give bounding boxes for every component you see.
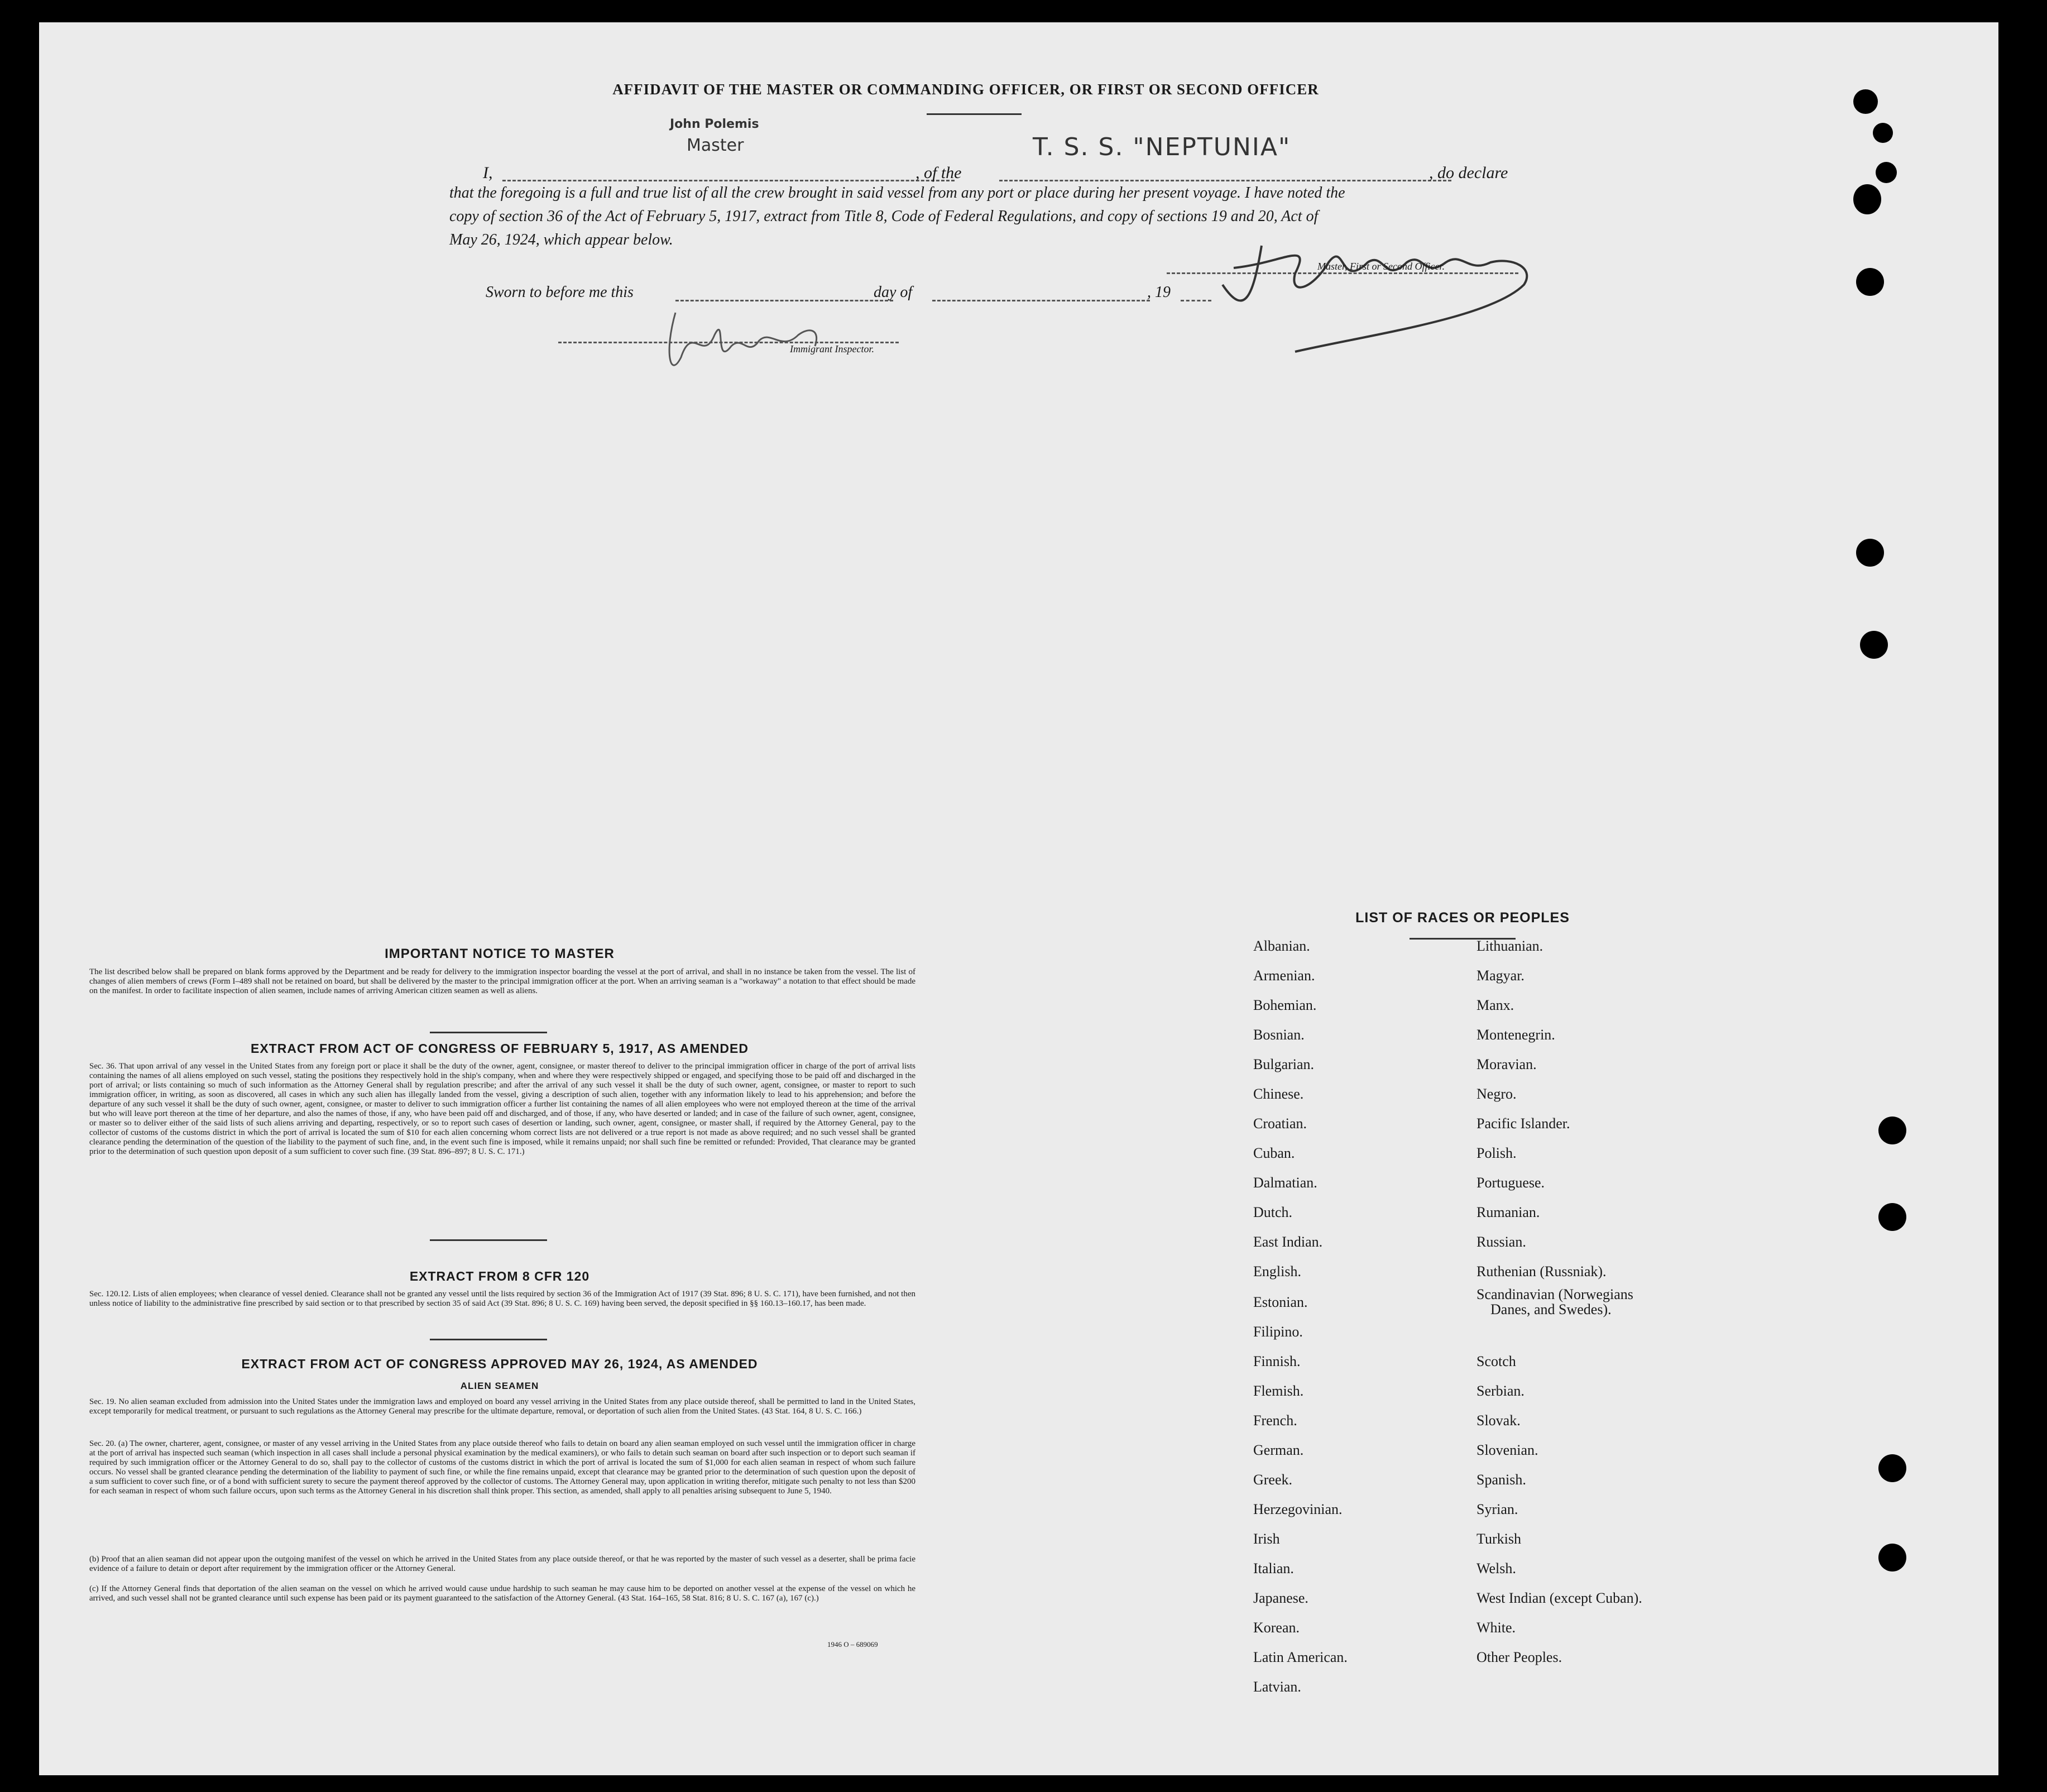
race-item: Danes, and Swedes). [1490, 1301, 1612, 1317]
extract-cfr-text: Sec. 120.12. Lists of alien employees; when clearance of vessel denied. Clearance shall not be granted any vessel until the lists required by section 36 of the Immigration Act of 1917 (39 Stat. 896; 8 U. S. C. 171), have been furnished, and not then unless notice of liability to the administrative fine prescribed by said section or to that prescribed by section 35 of said Act (39 Stat. 896; 8 U. S. C. 169) having been served, the deposit specified in §§ 160.13–160.17, has been made. [89, 1290, 915, 1308]
binding-hole [1878, 1544, 1906, 1571]
races-title: LIST OF RACES OR PEOPLES [1355, 910, 1570, 926]
race-item: Dalmatian. [1253, 1175, 1317, 1191]
binding-hole [1856, 539, 1884, 567]
race-item: Welsh. [1476, 1560, 1516, 1577]
handwritten-name: John Polemis [670, 117, 759, 131]
race-item: Bohemian. [1253, 997, 1317, 1013]
sec20a-text: Sec. 20. (a) The owner, charterer, agent, consignee, or master of any vessel arriving in the United States from any place outside thereof who fails to detain on board any alien seaman employed on such vessel until the immigration officer in charge at the port of arrival has inspected such seaman (which inspection in all cases shall include a personal physical examination by the medical examiners), or who fails to detain such seaman on board after such inspection or to deport such seaman if required by such immigration officer or the Attorney General to do so, shall pay to the collector of customs of the customs district in which the port of arrival is located the sum of $1,000 for each alien seaman in respect of whom such failure occurs. No vessel shall be granted clearance pending the determination of the liability to payment of such fine, or while the fine remains unpaid, except that clearance may be granted prior to the determination of such question upon the deposit of a sum sufficient to cover such fine, or of a bond with sufficient surety to secure the payment thereof approved by the collector of customs. The Attorney General may, upon application in writing therefor, mitigate such penalty to not less than $200 for each seaman in respect of whom such failure occurs, upon such terms as the Attorney General in his discretion shall think proper. This section, as amended, shall apply to all penalties arising subsequent to June 5, 1940. [89, 1439, 915, 1496]
master-caption: Master, First or Second Officer. [1317, 261, 1445, 272]
race-item: Slovak. [1476, 1412, 1521, 1429]
race-item: German. [1253, 1442, 1304, 1458]
binding-hole [1876, 162, 1897, 183]
extract-1917-title: EXTRACT FROM ACT OF CONGRESS OF FEBRUARY 5, 1917, AS AMENDED [251, 1041, 749, 1056]
inspector-caption: Immigrant Inspector. [790, 343, 874, 354]
binding-hole [1853, 89, 1878, 114]
race-item: Bulgarian. [1253, 1056, 1315, 1072]
extract-1917-text: Sec. 36. That upon arrival of any vessel in the United States from any foreign port or place it shall be the duty of the owner, agent, consignee, or master thereof to deliver to the principal immigration officer in charge of the port of arrival lists containing the names of all aliens employed on such vessel, stating the positions they respectively hold in the ship's company, when and where they were respectively shipped or engaged, and specifying those to be paid off and discharged in the port of arrival; or lists containing so much of such information as the Attorney General shall by regulation prescribe; and after the arrival of any such vessel it shall be the duty of such owner, agent, consignee, or master to report to such immigration officer, in writing, as soon as discovered, all cases in which any such alien has illegally landed from the vessel, giving a description of such alien, together with any information likely to lead to his apprehension; and before the departure of any such vessel it shall be the duty of such owner, agent, consignee, or master to deliver to such immigration officer a further list containing the names of all alien employees who were not employed thereon at the time of the arrival but who will leave port thereon at the time of her departure, and also the names of those, if any, who have been paid off and discharged, and of those, if any, who have deserted or landed; and in case of the failure of such owner, agent, consignee, or master so to deliver either of the said lists of such aliens arriving and departing, respectively, or so to report such cases of desertion or landing, such owner, agent, consignee, or master shall, if required by the Attorney General, pay to the collector of customs of the customs district in which the port of arrival is located the sum of $10 for each alien concerning whom correct lists are not delivered or a true report is not made as above required; and no such vessel shall be granted clearance pending the determination of the question of the liability to the payment of such fine, and, in the event such fine is imposed, while it remains unpaid; nor shall such fine be remitted or refunded: Provided, That clearance may be granted prior to the determination of such question upon deposit of a sum sufficient to cover such fine. (39 Stat. 896–897; 8 U. S. C. 171.) [89, 1062, 915, 1156]
race-item: Armenian. [1253, 967, 1315, 984]
binding-hole [1878, 1203, 1906, 1231]
of-the-label: , of the [915, 164, 962, 182]
race-item: Irish [1253, 1531, 1280, 1547]
race-item: Italian. [1253, 1560, 1294, 1577]
vessel-line [999, 180, 1451, 181]
sec19-text: Sec. 19. No alien seaman excluded from admission into the United States under the immigration laws and employed on board any vessel arriving in the United States from any place outside thereof, shall be permitted to land in the United States, except temporarily for medical treatment, or pursuant to such regulations as the Attorney General may prescribe for the ultimate departure, removal, or deportation of such alien from the United States. (43 Stat. 164, 8 U. S. C. 166.) [89, 1397, 915, 1416]
sworn-prefix: Sworn to before me this [486, 284, 634, 301]
race-item: Negro. [1476, 1086, 1517, 1102]
race-item: Lithuanian. [1476, 938, 1543, 954]
affidavit-body-line4: May 26, 1924, which appear below. [449, 231, 673, 248]
race-item: Croatian. [1253, 1115, 1307, 1132]
race-item: Korean. [1253, 1619, 1300, 1636]
race-item: Pacific Islander. [1476, 1115, 1570, 1132]
affidavit-title: AFFIDAVIT OF THE MASTER OR COMMANDING OFFICER, OR FIRST OR SECOND OFFICER [612, 81, 1319, 98]
alien-seamen-subtitle: ALIEN SEAMEN [460, 1381, 539, 1391]
name-line [502, 180, 955, 181]
race-item: Albanian. [1253, 938, 1310, 954]
race-item: Estonian. [1253, 1294, 1308, 1310]
race-item: Rumanian. [1476, 1204, 1540, 1220]
race-item: Scandinavian (Norwegians [1476, 1286, 1633, 1302]
race-item: Latin American. [1253, 1649, 1348, 1665]
race-item: Filipino. [1253, 1324, 1303, 1340]
affidavit-body-line2: that the foregoing is a full and true list of all the crew brought in said vessel from any port or place during her present voyage. I have noted the [449, 184, 1345, 202]
binding-hole [1873, 123, 1893, 143]
race-item: Herzegovinian. [1253, 1501, 1343, 1517]
notice-text: The list described below shall be prepared on blank forms approved by the Department and be ready for delivery to the immigration inspector boarding the vessel at the port of arrival, and shall in no instance be taken from the vessel. The list of changes of alien members of crews (Form I–489 shall not be retained on board, but shall be delivered by the master to the principal immigration officer at the port. When an arriving seaman is a "workaway" a notation to that effect should be made on the manifest. In order to facilitate inspection of alien seamen, include names of arriving American citizen seamen as well as aliens. [89, 967, 915, 995]
handwritten-rank: Master [687, 136, 744, 155]
sec20c-text: (c) If the Attorney General finds that deportation of the alien seaman on the vessel on which he arrived would cause undue hardship to such seaman he may cause him to be deported on another vessel at the expense of the vessel on which he arrived, and such vessel shall not be granted clearance until such expense has been paid or its payment guaranteed to the satisfaction of the Attorney General. (43 Stat. 164–165, 58 Stat. 816; 8 U. S. C. 167 (a), 167 (c).) [89, 1584, 915, 1603]
race-item: Magyar. [1476, 967, 1525, 984]
notice-title: IMPORTANT NOTICE TO MASTER [385, 946, 615, 961]
race-item: French. [1253, 1412, 1297, 1429]
race-item: Other Peoples. [1476, 1649, 1562, 1665]
race-item: East Indian. [1253, 1234, 1323, 1250]
sworn-year-line [1181, 300, 1211, 301]
master-signature [1200, 207, 1557, 363]
race-item: Spanish. [1476, 1472, 1526, 1488]
affidavit-body-line3: copy of section 36 of the Act of February 5, 1917, extract from Title 8, Code of Federal Regulations, and copy of sections 19 and 20, Act of [449, 208, 1319, 225]
notice-divider [430, 1032, 547, 1033]
vessel-name: T. S. S. "NEPTUNIA" [1033, 133, 1291, 161]
year-prefix: , 19 [1147, 284, 1171, 301]
race-item: Scotch [1476, 1353, 1516, 1369]
race-item: Dutch. [1253, 1204, 1293, 1220]
sworn-month-line [932, 300, 1150, 301]
print-code: 1946 O – 689069 [827, 1640, 878, 1649]
race-item: Portuguese. [1476, 1175, 1545, 1191]
binding-hole [1878, 1117, 1906, 1144]
race-item: Turkish [1476, 1531, 1521, 1547]
declarant-prefix: I, [483, 164, 493, 182]
race-item: Latvian. [1253, 1679, 1301, 1695]
race-item: White. [1476, 1619, 1516, 1636]
sec20b-text: (b) Proof that an alien seaman did not appear upon the outgoing manifest of the vessel on which he arrived in the United States from any place outside thereof, or that he was reported by the master of such vessel as a deserter, shall be prima facie evidence of a failure to detain or deport after requirement by the immigration officer or the Attorney General. [89, 1555, 915, 1573]
race-item: Finnish. [1253, 1353, 1301, 1369]
title-underline [927, 113, 1022, 115]
extract-1924-title: EXTRACT FROM ACT OF CONGRESS APPROVED MAY 26, 1924, AS AMENDED [241, 1357, 758, 1371]
document-page [39, 22, 1998, 1775]
race-item: Moravian. [1476, 1056, 1537, 1072]
race-item: Greek. [1253, 1472, 1293, 1488]
binding-hole [1856, 268, 1884, 296]
do-declare-label: , do declare [1429, 164, 1508, 182]
race-item: Cuban. [1253, 1145, 1295, 1161]
race-item: Russian. [1476, 1234, 1526, 1250]
race-item: Chinese. [1253, 1086, 1304, 1102]
race-item: Flemish. [1253, 1383, 1304, 1399]
race-item: West Indian (except Cuban). [1476, 1590, 1642, 1606]
race-item: Manx. [1476, 997, 1514, 1013]
day-of-label: day of [874, 284, 913, 301]
binding-hole [1878, 1454, 1906, 1482]
race-item: Ruthenian (Russniak). [1476, 1263, 1607, 1280]
binding-hole [1860, 631, 1888, 659]
race-item: Slovenian. [1476, 1442, 1538, 1458]
race-item: English. [1253, 1263, 1301, 1280]
binding-hole [1853, 184, 1881, 214]
extract-cfr-title: EXTRACT FROM 8 CFR 120 [409, 1269, 590, 1283]
extract-cfr-divider [430, 1339, 547, 1340]
extract-1917-divider [430, 1239, 547, 1241]
race-item: Bosnian. [1253, 1027, 1305, 1043]
race-item: Syrian. [1476, 1501, 1518, 1517]
race-item: Serbian. [1476, 1383, 1525, 1399]
race-item: Polish. [1476, 1145, 1517, 1161]
race-item: Japanese. [1253, 1590, 1308, 1606]
race-item: Montenegrin. [1476, 1027, 1555, 1043]
